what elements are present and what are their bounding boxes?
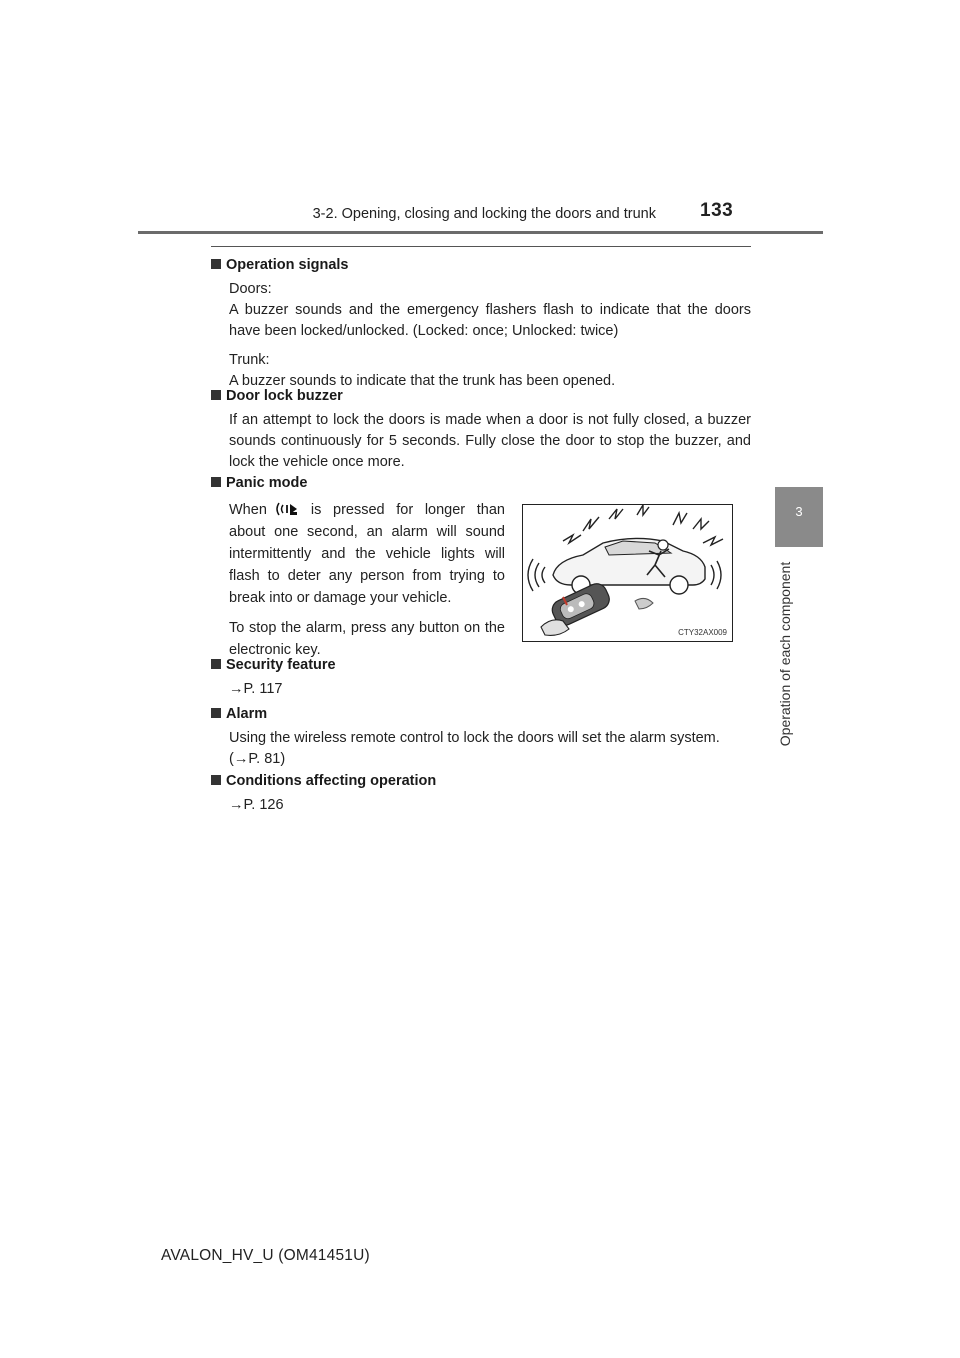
car-alarm-illustration — [523, 505, 732, 641]
alarm-text: Using the wireless remote control to lock the doors will set the alarm system. (→P. 81) — [229, 730, 720, 767]
section-security-feature — [211, 655, 751, 700]
section-heading: Operation signals — [211, 255, 751, 276]
doors-paragraph: Doors: A buzzer sounds and the emergency flashers flash to indicate that the doors have been locked/unlocked. (Locked: once; Unlocked: twice) — [229, 281, 751, 339]
trunk-paragraph: Trunk: A buzzer sounds to indicate that the trunk has been opened. — [229, 352, 616, 389]
panic-alarm-key-icon — [275, 501, 303, 517]
document-code: AVALON_HV_U (OM41451U) — [161, 1247, 370, 1264]
section-heading: Security feature — [211, 655, 751, 676]
section-operation-signals — [211, 255, 751, 392]
chapter-tab-label-container — [772, 556, 798, 752]
section-heading: Door lock buzzer — [211, 386, 751, 407]
chapter-title: 3-2. Opening, closing and locking the doors and trunk — [312, 206, 656, 222]
square-bullet-icon — [211, 708, 221, 718]
section-door-lock-buzzer — [211, 386, 751, 473]
section-heading: Alarm — [211, 704, 751, 725]
square-bullet-icon — [211, 390, 221, 400]
chapter-tab — [775, 487, 823, 547]
door-lock-buzzer-text: If an attempt to lock the doors is made when a door is not fully closed, a buzzer sounds continuously for 5 seconds. Fully close the door to stop the buzzer, and lock the vehicle once more. — [229, 412, 751, 470]
square-bullet-icon — [211, 659, 221, 669]
section-heading: Panic mode — [211, 473, 751, 494]
section-alarm — [211, 704, 751, 770]
page-header — [0, 0, 960, 240]
section-heading: Conditions affecting operation — [211, 771, 751, 792]
square-bullet-icon — [211, 259, 221, 269]
figure-code: CTY32AX009 — [678, 628, 727, 637]
security-feature-ref: →P. 117 — [229, 681, 283, 697]
panic-mode-illustration — [522, 504, 733, 642]
panic-mode-stop-text: To stop the alarm, press any button on the electronic key. — [229, 620, 505, 658]
section-conditions — [211, 771, 751, 816]
chapter-tab-number: 3 — [795, 504, 803, 519]
chapter-tab-label: Operation of each component — [777, 561, 793, 747]
conditions-ref: →P. 126 — [229, 797, 284, 813]
panic-mode-text — [229, 499, 505, 661]
square-bullet-icon — [211, 775, 221, 785]
square-bullet-icon — [211, 477, 221, 487]
panic-mode-description: When is pressed for longer than about one second, an alarm will sound intermittently and the vehicle lights will flash to deter any person from trying to break into or damage your vehicle. — [229, 502, 505, 606]
header-divider — [138, 231, 823, 234]
page-number: 133 — [700, 200, 734, 221]
content-divider — [211, 246, 751, 247]
